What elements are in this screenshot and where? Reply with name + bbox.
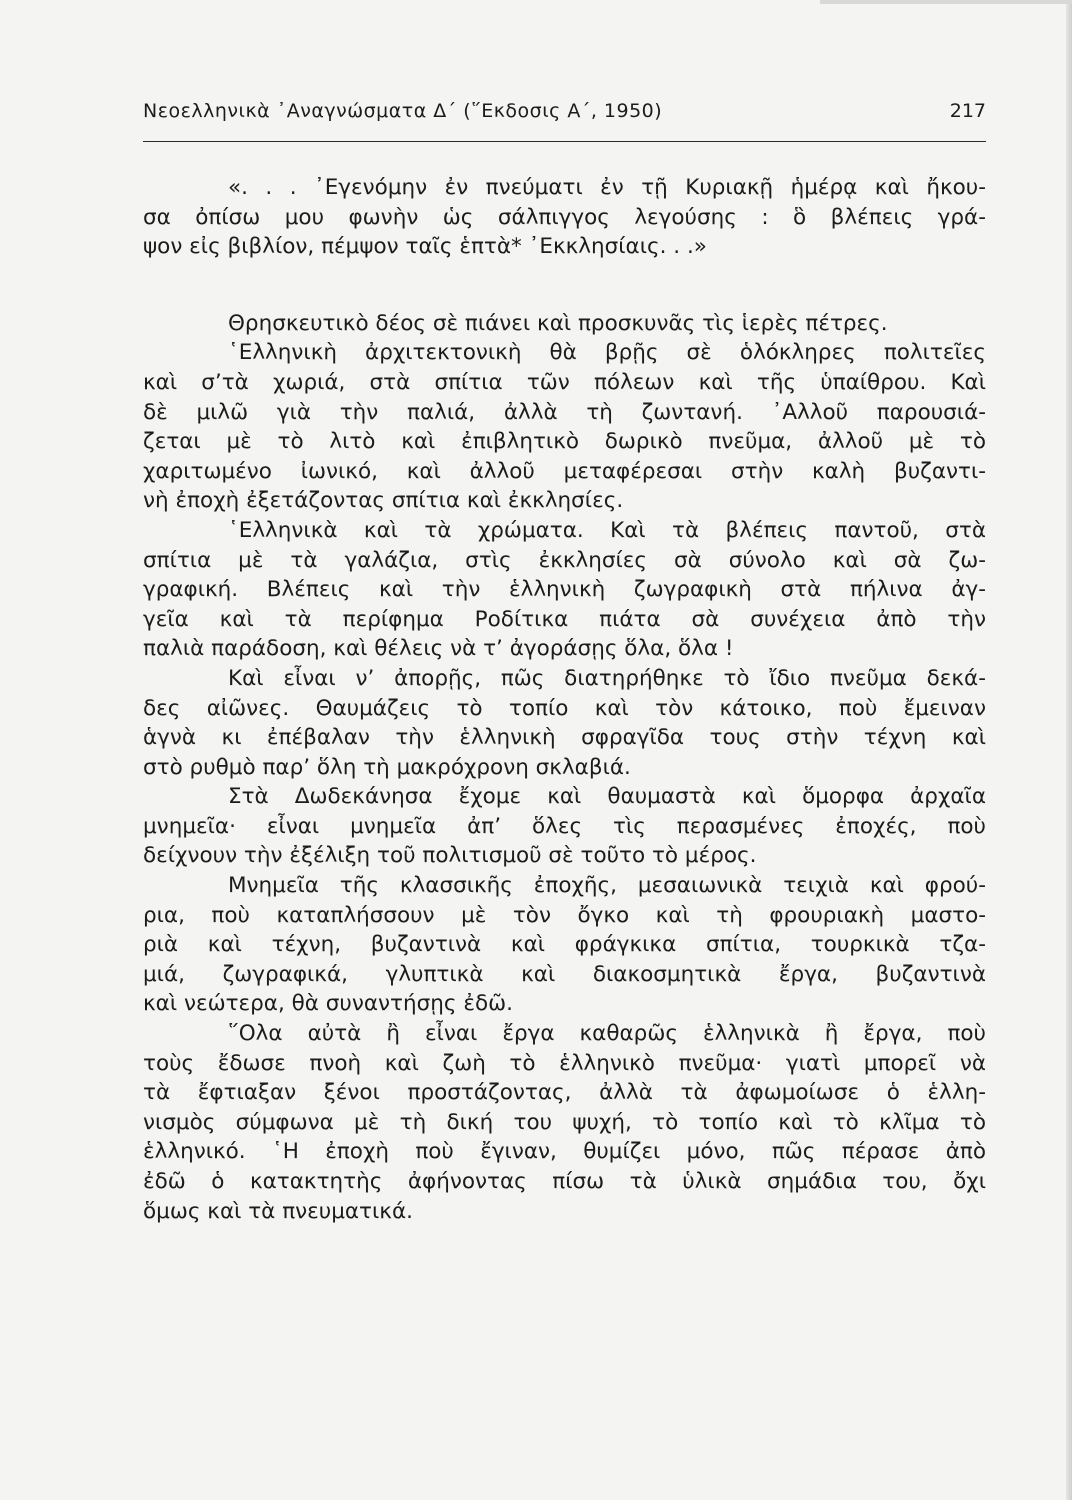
text-line: ῾Ελληνικὴ ἀρχιτεκτονικὴ θὰ βρῇς σὲ ὁλόκληρες πολιτεῖες: [228, 340, 986, 366]
epigraph-line: σα ὀπίσω μου φωνὴν ὡς σάλπιγγος λεγούσης : ὃ βλέπεις γρά-: [143, 204, 986, 230]
scan-edge-shadow: [1066, 0, 1072, 1500]
page-number: 217: [949, 100, 986, 122]
text-line: καὶ σ’τὰ χωριά, στὰ σπίτια τῶν πόλεων καὶ τῆς ὑπαίθρου. Καὶ: [143, 369, 986, 395]
text-line: ῾Ελληνικὰ καὶ τὰ χρώματα. Καὶ τὰ βλέπεις παντοῦ, στὰ: [228, 517, 986, 543]
text-line: Στὰ Δωδεκάνησα ἔχομε καὶ θαυμαστὰ καὶ ὅμορφα ἀρχαῖα: [228, 784, 986, 810]
text-line: γεῖα καὶ τὰ περίφημα Ροδίτικα πιάτα σὰ συνέχεια ἀπὸ τὴν: [143, 606, 986, 632]
text-line: δες αἰῶνες. Θαυμάζεις τὸ τοπίο καὶ τὸν κάτοικο, ποὺ ἔμειναν: [143, 695, 986, 721]
paragraph: [143, 338, 986, 516]
page-header: [143, 100, 986, 140]
text-line: ἁγνὰ κι ἐπέβαλαν τὴν ἑλληνικὴ σφραγῖδα τους στὴν τέχνη καὶ: [143, 725, 986, 751]
text-line: μνημεῖα· εἶναι μνημεῖα ἀπ’ ὅλες τὶς περασμένες ἐποχές, ποὺ: [143, 813, 986, 839]
section-gap: [143, 262, 986, 309]
paragraph: [143, 1019, 986, 1226]
scan-top-edge: [820, 0, 1072, 4]
epigraph: [143, 173, 986, 262]
text-line: δὲ μιλῶ γιὰ τὴν παλιά, ἀλλὰ τὴ ζωντανή. ᾿Αλλοῦ παρουσιά-: [143, 399, 986, 425]
text-line: μιά, ζωγραφικά, γλυπτικὰ καὶ διακοσμητικὰ ἔργα, βυζαντινὰ: [143, 961, 986, 987]
epigraph-line: «. . . ᾿Εγενόμην ἐν πνεύματι ἐν τῇ Κυριακῇ ἡμέρᾳ καὶ ἤκου-: [228, 175, 986, 200]
header-rule: [143, 141, 986, 142]
text-line: γραφική. Βλέπεις καὶ τὴν ἑλληνικὴ ζωγραφικὴ στὰ πήλινα ἀγ-: [143, 577, 986, 603]
text-line: τὰ ἔφτιαξαν ξένοι προστάζοντας, ἀλλὰ τὰ ἀφωμοίωσε ὁ ἑλλη-: [143, 1080, 986, 1106]
paragraph: [143, 782, 986, 871]
epigraph-line: ψον εἰς βιβλίον, πέμψον ταῖς ἑπτὰ* ᾿Εκκλησίαις. . .»: [143, 234, 707, 260]
text-line: Μνημεῖα τῆς κλασσικῆς ἐποχῆς, μεσαιωνικὰ τειχιὰ καὶ φρού-: [228, 873, 986, 899]
paragraph: [143, 871, 986, 1019]
text-line: Θρησκευτικὸ δέος σὲ πιάνει καὶ προσκυνᾶς τὶς ἱερὲς πέτρες.: [228, 310, 888, 336]
text-line: δείχνουν τὴν ἐξέλιξη τοῦ πολιτισμοῦ σὲ τοῦτο τὸ μέρος.: [143, 843, 757, 869]
text-line: καὶ νεώτερα, θὰ συναντήσῃς ἐδῶ.: [143, 991, 513, 1017]
text-line: σπίτια μὲ τὰ γαλάζια, στὶς ἐκκλησίες σὰ σύνολο καὶ σὰ ζω-: [143, 547, 986, 573]
text-line: παλιὰ παράδοση, καὶ θέλεις νὰ τ’ ἀγοράσῃς ὅλα, ὅλα !: [143, 636, 734, 662]
text-line: ρια, ποὺ καταπλήσσουν μὲ τὸν ὄγκο καὶ τὴ φρουριακὴ μαστο-: [143, 902, 986, 928]
text-line: ἐδῶ ὁ κατακτητὴς ἀφήνοντας πίσω τὰ ὑλικὰ σημάδια του, ὄχι: [143, 1169, 986, 1194]
text-line: Καὶ εἶναι ν’ ἀπορῇς, πῶς διατηρήθηκε τὸ ἴδιο πνεῦμα δεκά-: [228, 665, 986, 691]
text-line: στὸ ρυθμὸ παρ’ ὅλη τὴ μακρόχρονη σκλαβιά.: [143, 754, 631, 780]
text-line: τοὺς ἔδωσε πνοὴ καὶ ζωὴ τὸ ἑλληνικὸ πνεῦμα· γιατὶ μπορεῖ νὰ: [143, 1050, 986, 1076]
paragraph: [143, 664, 986, 782]
running-head: Νεοελληνικὰ ᾿Αναγνώσματα Δ΄ (῞Εκδοσις Α΄, 1950): [143, 100, 663, 122]
paragraph: [143, 516, 986, 664]
text-line: ἑλληνικό. ῾Η ἐποχὴ ποὺ ἔγιναν, θυμίζει μόνο, πῶς πέρασε ἀπὸ: [143, 1139, 986, 1165]
paragraph: [143, 309, 986, 339]
text-line: νισμὸς σύμφωνα μὲ τὴ δική του ψυχή, τὸ τοπίο καὶ τὸ κλῖμα τὸ: [143, 1109, 986, 1135]
text-line: χαριτωμένο ἰωνικό, καὶ ἀλλοῦ μεταφέρεσαι στὴν καλὴ βυζαντι-: [143, 458, 986, 484]
text-line: ὅμως καὶ τὰ πνευματικά.: [143, 1198, 413, 1224]
text-line: ζεται μὲ τὸ λιτὸ καὶ ἐπιβλητικὸ δωρικὸ πνεῦμα, ἀλλοῦ μὲ τὸ: [143, 429, 986, 455]
body-text: [143, 173, 986, 1226]
text-line: ριὰ καὶ τέχνη, βυζαντινὰ καὶ φράγκικα σπίτια, τουρκικὰ τζα-: [143, 932, 986, 958]
text-line: νὴ ἐποχὴ ἐξετάζοντας σπίτια καὶ ἐκκλησίες.: [143, 488, 624, 514]
text-line: ῞Ολα αὐτὰ ἢ εἶναι ἔργα καθαρῶς ἑλληνικὰ ἢ ἔργα, ποὺ: [228, 1021, 986, 1047]
